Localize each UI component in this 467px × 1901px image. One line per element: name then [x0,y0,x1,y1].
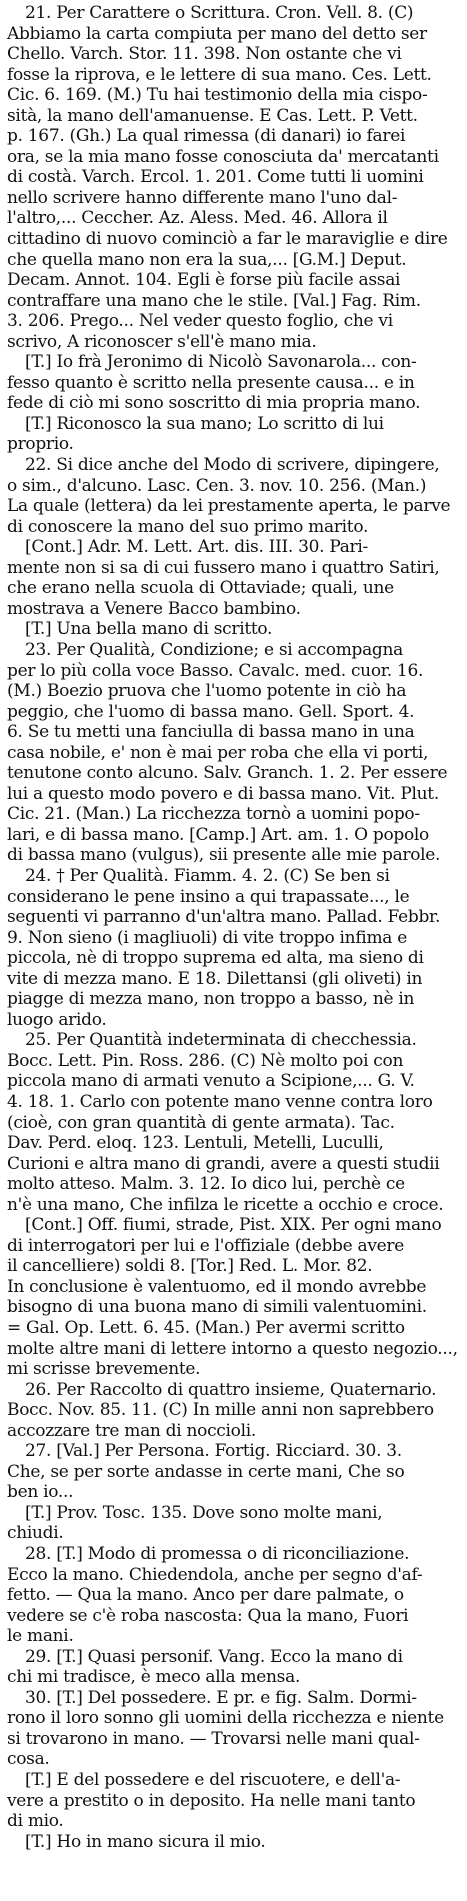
text-line [7,24,460,45]
line-text: [T.] Riconosco la sua mano; Lo scritto di lui [25,413,384,434]
text-line [7,1154,460,1175]
text-line [7,1688,460,1709]
text-line [7,44,460,65]
text-line [7,208,460,229]
text-line [7,65,460,86]
line-text: vere a prestito o in deposito. Ha nelle mani tanto [7,1790,416,1811]
line-text: tenutone conto alcuno. Salv. Granch. 1. 2. Per essere [7,763,448,784]
line-text: [T.] Prov. Tosc. 135. Dove sono molte mani, [25,1502,383,1523]
line-text: Chello. Varch. Stor. 11. 398. Non ostante che vi [7,44,402,65]
text-line [7,928,460,949]
text-line [7,969,460,990]
line-text: [T.] E del possedere e del riscuotere, e dell'a- [25,1770,401,1791]
text-line [7,3,460,24]
line-text: Decam. Annot. 104. Egli è forse più facile assai [7,270,401,291]
text-line [7,1565,460,1586]
line-text: 29. [T.] Quasi personif. Vang. Ecco la mano di [25,1646,403,1667]
text-line [7,1133,460,1154]
text-line [7,1071,460,1092]
line-text: fetto. — Qua la mano. Anco per dare palmate, o [7,1585,404,1606]
text-line [7,681,460,702]
text-line [7,825,460,846]
line-text: lui a questo modo povero e di bassa mano. Vit. Plut. [7,783,439,804]
text-line [7,1441,460,1462]
text-line [7,393,460,414]
text-line [7,1708,460,1729]
text-line [7,1318,460,1339]
line-text: si trovarono in mano. — Trovarsi nelle mani qual- [7,1728,420,1749]
text-line [7,578,460,599]
line-text: scrivo, A riconoscer s'ell'è mano mia. [7,331,317,352]
line-text: sità, la mano dell'amanuense. E Cas. Lett. P. Vett. [7,105,418,126]
line-text: chi mi tradisce, è meco alla mensa. [7,1667,301,1688]
line-text: 27. [Val.] Per Persona. Fortig. Ricciard. 30. 3. [25,1441,402,1462]
text-line [7,1606,460,1627]
text-line [7,1770,460,1791]
text-line [7,270,460,291]
text-line [7,1215,460,1236]
line-text: accozzare tre man di noccioli. [7,1420,256,1441]
line-text: casa nobile, e' non è mai per roba che ella vi porti, [7,742,429,763]
text-line [7,455,460,476]
text-line [7,784,460,805]
line-text: = Gal. Op. Lett. 6. 45. (Man.) Per avermi scritto [7,1318,405,1338]
text-line [7,1791,460,1812]
line-text: [T.] Io frà Jeronimo di Nicolò Savonarola... con- [25,352,417,373]
text-line [7,332,460,353]
text-line [7,1174,460,1195]
text-line [7,1339,460,1360]
line-text: di conoscere la mano del suo primo marito. [7,516,369,537]
text-line [7,640,460,661]
text-line [7,887,460,908]
line-text: 23. Per Qualità, Condizione; e si accompagna [25,639,403,660]
line-text: seguenti vi parranno d'un'altra mano. Pallad. Febbr. [7,907,441,928]
text-line [7,1113,460,1134]
text-line [7,250,460,271]
text-line [7,1051,460,1072]
line-text: rono il loro sonno gli uomini della ricchezza e niente [7,1708,444,1729]
text-line [7,188,460,209]
line-text: 26. Per Raccolto di quattro insieme, Quaternario. [25,1379,437,1400]
line-text: vedere se c'è roba nascosta: Qua la mano, Fuori [7,1605,409,1626]
text-line [7,763,460,784]
line-text: molte altre mani di lettere intorno a questo negozio..., [7,1338,458,1359]
line-text: Curioni e altra mano di grandi, avere a questi studii [7,1153,440,1174]
line-text: chiudi. [7,1523,64,1544]
line-text: n'è una mano, Che infilza le ricette a occhio e croce. [7,1194,444,1215]
text-line [7,1585,460,1606]
line-text: ben io... [7,1482,74,1503]
line-text: 30. [T.] Del possedere. E pr. e fig. Salm. Dormi- [25,1687,417,1708]
line-text: o sim., d'alcuno. Lasc. Cen. 3. nov. 10. 256. (Man.) [7,475,427,496]
text-line [7,1811,460,1832]
line-text: di mio. [7,1811,64,1832]
text-line [7,1503,460,1524]
line-text: il cancelliere) soldi 8. [Tor.] Red. L. Mor. 82. [7,1256,373,1277]
line-text: vite di mezza mano. E 18. Dilettansi (gli oliveti) in [7,968,423,989]
line-text: (cioè, con gran quantità di gente armata). Tac. [7,1112,395,1133]
line-text: piagge di mezza mano, non troppo a basso, nè in [7,989,415,1010]
text-line [7,1544,460,1565]
line-text: di bassa mano (vulgus), sii presente alle mie parole. [7,845,441,866]
line-text: che erano nella scuola di Ottaviade; quali, une [7,578,394,599]
line-text: 6. Se tu metti una fanciulla di bassa mano in una [7,722,415,743]
text-line [7,866,460,887]
line-text: luogo arido. [7,1009,107,1030]
text-line [7,1647,460,1668]
text-line [7,229,460,250]
line-text: fesso quanto è scritto nella presente causa... e in [7,372,415,393]
text-line [7,661,460,682]
line-text: 24. † Per Qualità. Fiamm. 4. 2. (C) Se ben si [25,865,390,886]
line-text: mente non si sa di cui fussero mano i quattro Satiri, [7,557,440,578]
line-text: p. 167. (Gh.) La qual rimessa (di danari) io farei [7,126,406,147]
line-text: mostrava a Venere Bacco bambino. [7,598,301,619]
line-text: contraffare una mano che le stile. [Val.] Fag. Rim. [7,290,421,311]
text-line [7,558,460,579]
line-text: Cic. 6. 169. (M.) Tu hai testimonio della mia cispo- [7,85,428,106]
text-line [7,1297,460,1318]
text-line [7,1832,460,1853]
line-text: [T.] Ho in mano sicura il mio. [25,1831,266,1852]
text-line [7,599,460,620]
line-text: Cic. 21. (Man.) La ricchezza tornò a uomini popo- [7,804,420,825]
text-line [7,414,460,435]
text-line [7,1626,460,1647]
line-text: 28. [T.] Modo di promessa o di riconciliazione. [25,1544,410,1565]
text-line [7,1729,460,1750]
text-line [7,311,460,332]
text-line [7,1523,460,1544]
line-text: le mani. [7,1626,74,1647]
text-line [7,907,460,928]
line-text: bisogno di una buona mano di simili valentuomini. [7,1297,427,1318]
line-text: 25. Per Quantità indeterminata di checchessia. [25,1030,417,1051]
line-text: di interrogatori per lui e l'offiziale (debbe avere [7,1235,404,1256]
line-text: cosa. [7,1749,50,1770]
line-text: molto atteso. Malm. 3. 12. Io dico lui, perchè ce [7,1174,405,1195]
text-line [7,85,460,106]
line-text: che quella mano non era la sua,... [G.M.] Deput. [7,249,407,270]
text-line [7,496,460,517]
line-text: cittadino di nuovo cominciò a far le maraviglie e dire [7,229,448,250]
line-text: Bocc. Lett. Pin. Ross. 286. (C) Nè molto poi con [7,1050,404,1071]
line-text: (M.) Boezio pruova che l'uomo potente in ciò ha [7,681,407,702]
line-text: 3. 206. Prego... Nel veder questo foglio, che vi [7,311,393,332]
text-line [7,845,460,866]
line-text: mi scrisse brevemente. [7,1359,201,1380]
text-line [7,373,460,394]
text-line [7,537,460,558]
line-text: 22. Si dice anche del Modo di scrivere, dipingere, [25,455,440,476]
text-line [7,352,460,373]
text-line [7,619,460,640]
line-text: ora, se la mia mano fosse conosciuta da' mercatanti [7,146,439,167]
text-line [7,1749,460,1770]
text-line [7,804,460,825]
text-line [7,1010,460,1031]
line-text: fosse la riprova, e le lettere di sua mano. Ces. Lett. [7,64,432,85]
text-line [7,1400,460,1421]
text-line [7,722,460,743]
line-text: peggio, che l'uomo di bassa mano. Gell. Sport. 4. [7,701,415,722]
line-text: Che, se per sorte andasse in certe mani, Che so [7,1461,405,1482]
line-text: considerano le pene insino a qui trapassate..., le [7,886,410,907]
line-text: per lo più colla voce Basso. Cavalc. med. cuor. 16. [7,660,424,681]
text-line [7,106,460,127]
text-line [7,291,460,312]
text-line [7,743,460,764]
text-line [7,517,460,538]
line-text: Ecco la mano. Chiedendola, anche per segno d'af- [7,1564,423,1585]
line-text: In conclusione è valentuomo, ed il mondo avrebbe [7,1276,427,1297]
line-text: 9. Non sieno (i magliuoli) di vite troppo infima e [7,927,407,948]
line-text: 21. Per Carattere o Scrittura. Cron. Vell. 8. (C) [25,3,414,23]
line-text: piccola mano di armati venuto a Scipione,... G. V. [7,1071,415,1092]
line-text: Abbiamo la carta compiuta per mano del detto ser [7,23,427,44]
line-text: fede di ciò mi sono soscritto di mia propria mano. [7,393,421,414]
line-text: Dav. Perd. eloq. 123. Lentuli, Metelli, Luculli, [7,1133,384,1154]
line-text: nello scrivere hanno differente mano l'uno dal- [7,187,398,208]
text-line [7,1482,460,1503]
text-line [7,948,460,969]
text-line [7,1195,460,1216]
text-line [7,1030,460,1051]
text-line [7,434,460,455]
line-text: [Cont.] Adr. M. Lett. Art. dis. III. 30. Pari- [25,537,368,558]
text-line [7,1256,460,1277]
text-line [7,989,460,1010]
line-text: l'altro,... Ceccher. Az. Aless. Med. 46. Allora il [7,208,388,229]
line-text: lari, e di bassa mano. [Camp.] Art. am. 1. O popolo [7,824,429,845]
line-text: piccola, nè di troppo suprema ed alta, ma sieno di [7,948,424,969]
text-line [7,1277,460,1298]
text-line [7,1380,460,1401]
text-line [7,1236,460,1257]
line-text: proprio. [7,434,74,455]
line-text: di costà. Varch. Ercol. 1. 201. Come tutti li uomini [7,167,424,188]
text-line [7,1462,460,1483]
text-line [7,1092,460,1113]
text-line [7,476,460,497]
line-text: [T.] Una bella mano di scritto. [25,619,273,640]
text-line [7,1359,460,1380]
text-line [7,702,460,723]
text-line [7,1421,460,1442]
line-text: La quale (lettera) da lei prestamente aperta, le parve [7,496,451,517]
text-line [7,147,460,168]
text-line [7,1667,460,1688]
line-text: [Cont.] Off. fiumi, strade, Pist. XIX. Per ogni mano [25,1215,442,1236]
line-text: Bocc. Nov. 85. 11. (C) In mille anni non saprebbero [7,1400,434,1421]
line-text: 4. 18. 1. Carlo con potente mano venne contra loro [7,1091,433,1112]
text-line [7,167,460,188]
text-line [7,126,460,147]
